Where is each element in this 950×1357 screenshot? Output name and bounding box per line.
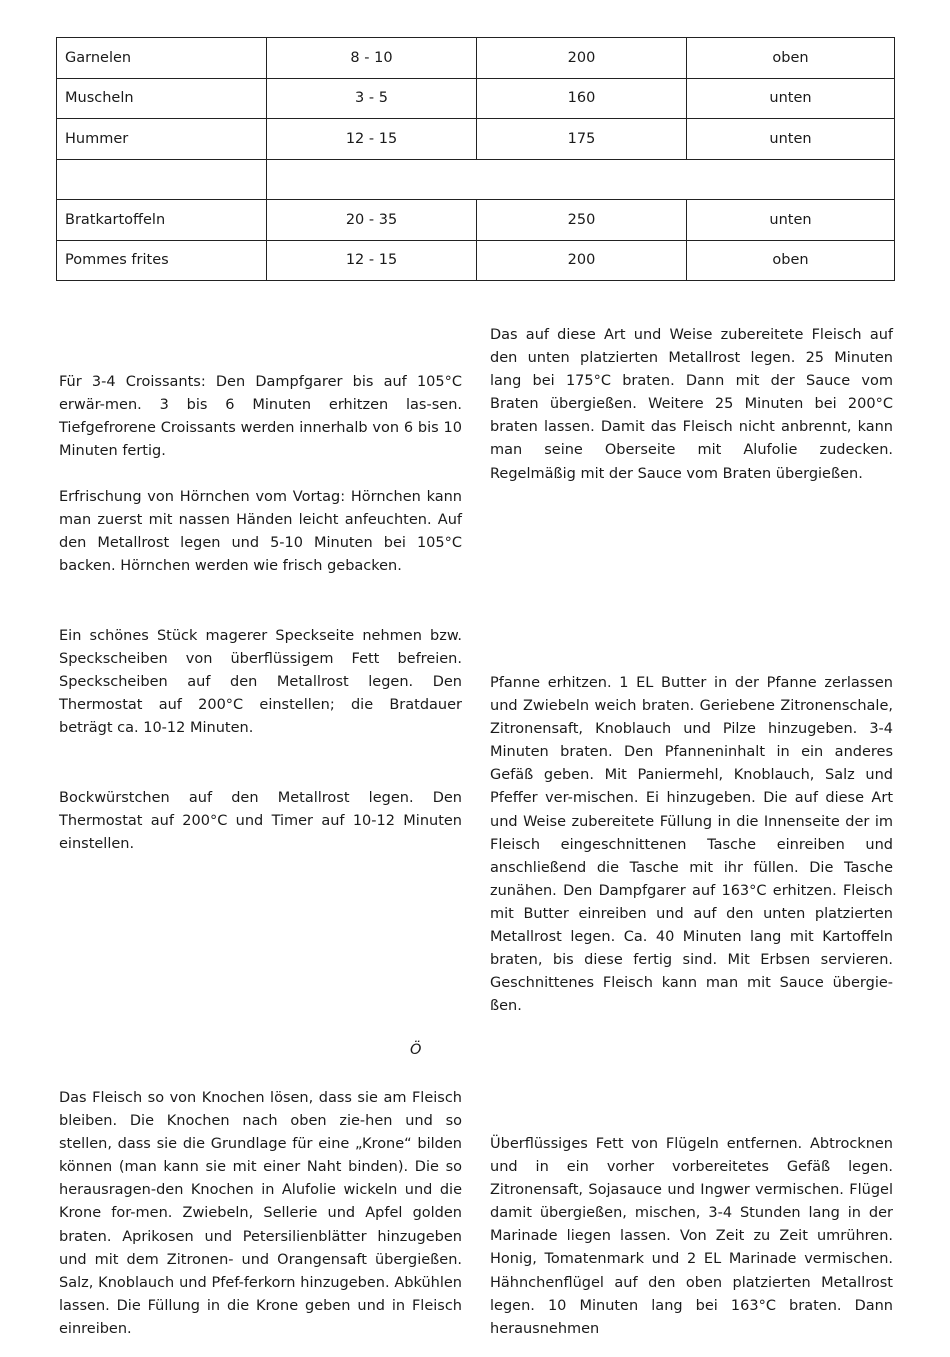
food-name: Pommes frites	[57, 240, 267, 281]
cook-temperature: 200	[477, 240, 687, 281]
paragraph-fleisch: Das auf diese Art und Weise zubereitete Fleisch auf den unten platzierten Metallrost legen. 25 Minuten lang bei 175°C braten. Dann mit der Sauce vom Braten übergießen. Weitere 25 Minuten bei 200°C braten lassen. Damit das Fleisch nicht anbrennt, kann man seine Oberseite mit Alufolie zudecken. Regelmäßig mit der Sauce vom Braten übergießen.	[490, 327, 893, 482]
paragraph-bockwurst: Bockwürstchen auf den Metallrost legen. Den Thermostat auf 200°C und Timer auf 10-12 Minuten einstellen.	[59, 790, 462, 853]
paragraph-fluegel: Überflüssiges Fett von Flügeln entfernen. Abtrocknen und in ein vorher vorbereitetes Gefäß legen. Zitronensaft, Sojasauce und Ingwer vermischen. Flügel damit übergießen, mischen, 3-4 Stunden lang in der Marinade liegen lassen. Von Zeit zu Zeit umrühren. Honig, Tomatenmark und 2 EL Marinade vermischen. Hähnchenflügel auf den oben platzierten Metallrost legen. 10 Minuten lang bei 163°C braten. Dann herausnehmen	[490, 1136, 893, 1337]
table-row	[57, 38, 895, 79]
table-row	[57, 119, 895, 160]
cook-time: 20 - 35	[267, 200, 477, 241]
food-name: Muscheln	[57, 78, 267, 119]
table-section-row	[57, 159, 895, 200]
cook-time: 3 - 5	[267, 78, 477, 119]
food-name: Garnelen	[57, 38, 267, 79]
rack-position: unten	[687, 119, 895, 160]
cook-temperature: 160	[477, 78, 687, 119]
cook-temperature: 250	[477, 200, 687, 241]
table-row	[57, 78, 895, 119]
section-span	[267, 159, 895, 200]
paragraph-hoernchen: Erfrischung von Hörnchen vom Vortag: Hörnchen kann man zuerst mit nassen Händen leicht anfeuchten. Auf den Metallrost legen und 5-10 Minuten bei 105°C backen. Hörnchen werden wie frisch gebacken.	[59, 489, 462, 575]
rack-position: unten	[687, 78, 895, 119]
paragraph-croissants: Für 3-4 Croissants: Den Dampfgarer bis auf 105°C erwär-men. 3 bis 6 Minuten erhitzen las-sen. Tiefgefrorene Croissants werden innerhalb von 6 bis 10 Minuten fertig.	[59, 374, 462, 460]
cook-temperature: 175	[477, 119, 687, 160]
food-name: Bratkartoffeln	[57, 200, 267, 241]
table-row	[57, 240, 895, 281]
rack-position: unten	[687, 200, 895, 241]
section-label	[57, 159, 267, 200]
cook-time: 12 - 15	[267, 240, 477, 281]
food-name: Hummer	[57, 119, 267, 160]
cook-time: 8 - 10	[267, 38, 477, 79]
table-row	[57, 200, 895, 241]
rack-position: oben	[687, 240, 895, 281]
rack-position: oben	[687, 38, 895, 79]
cook-temperature: 200	[477, 38, 687, 79]
paragraph-krone: Das Fleisch so von Knochen lösen, dass sie am Fleisch bleiben. Die Knochen nach oben zie-hen und so stellen, dass sie die Grundlage für eine „Krone“ bilden können (man kann sie mit einer Naht binden). Die so herausragen-den Knochen in Alufolie wickeln und die Krone for-men. Zwiebeln, Sellerie und Apfel golden braten. Aprikosen und Petersilienblätter hinzugeben und mit dem Zitronen- und Orangensaft übergießen. Salz, Knoblauch und Pfef-ferkorn hinzugeben. Abkühlen lassen. Die Füllung in die Krone geben und in Fleisch einreiben.	[59, 1090, 462, 1337]
paragraph-speck: Ein schönes Stück magerer Speckseite nehmen bzw. Speckscheiben von überflüssigem Fett befreien. Speckscheiben auf den Metallrost legen. Den Thermostat auf 200°C einstellen; die Bratdauer beträgt ca. 10-12 Minuten.	[59, 628, 462, 737]
cooking-table	[56, 37, 895, 281]
heading-mark: Ö	[410, 1042, 422, 1058]
paragraph-pfanne: Pfanne erhitzen. 1 EL Butter in der Pfanne zerlassen und Zwiebeln weich braten. Geriebene Zitronenschale, Zitronensaft, Knoblauch und Pilze hinzugeben. 3-4 Minuten braten. Den Pfanneninhalt in ein anderes Gefäß geben. Mit Paniermehl, Knoblauch, Salz und Pfeffer ver-mischen. Ei hinzugeben. Die auf diese Art und Weise zubereitete Füllung in die Innenseite der im Fleisch eingeschnittenen Tasche einreiben und anschließend die Tasche mit ihr füllen. Die Tasche zunähen. Den Dampfgarer auf 163°C erhitzen. Fleisch mit Butter einreiben und auf den unten platzierten Metallrost legen. Ca. 40 Minuten lang mit Kartoffeln braten, bis diese fertig sind. Mit Erbsen servieren. Geschnittenes Fleisch kann man mit Sauce übergie-ßen.	[490, 675, 893, 1015]
cook-time: 12 - 15	[267, 119, 477, 160]
